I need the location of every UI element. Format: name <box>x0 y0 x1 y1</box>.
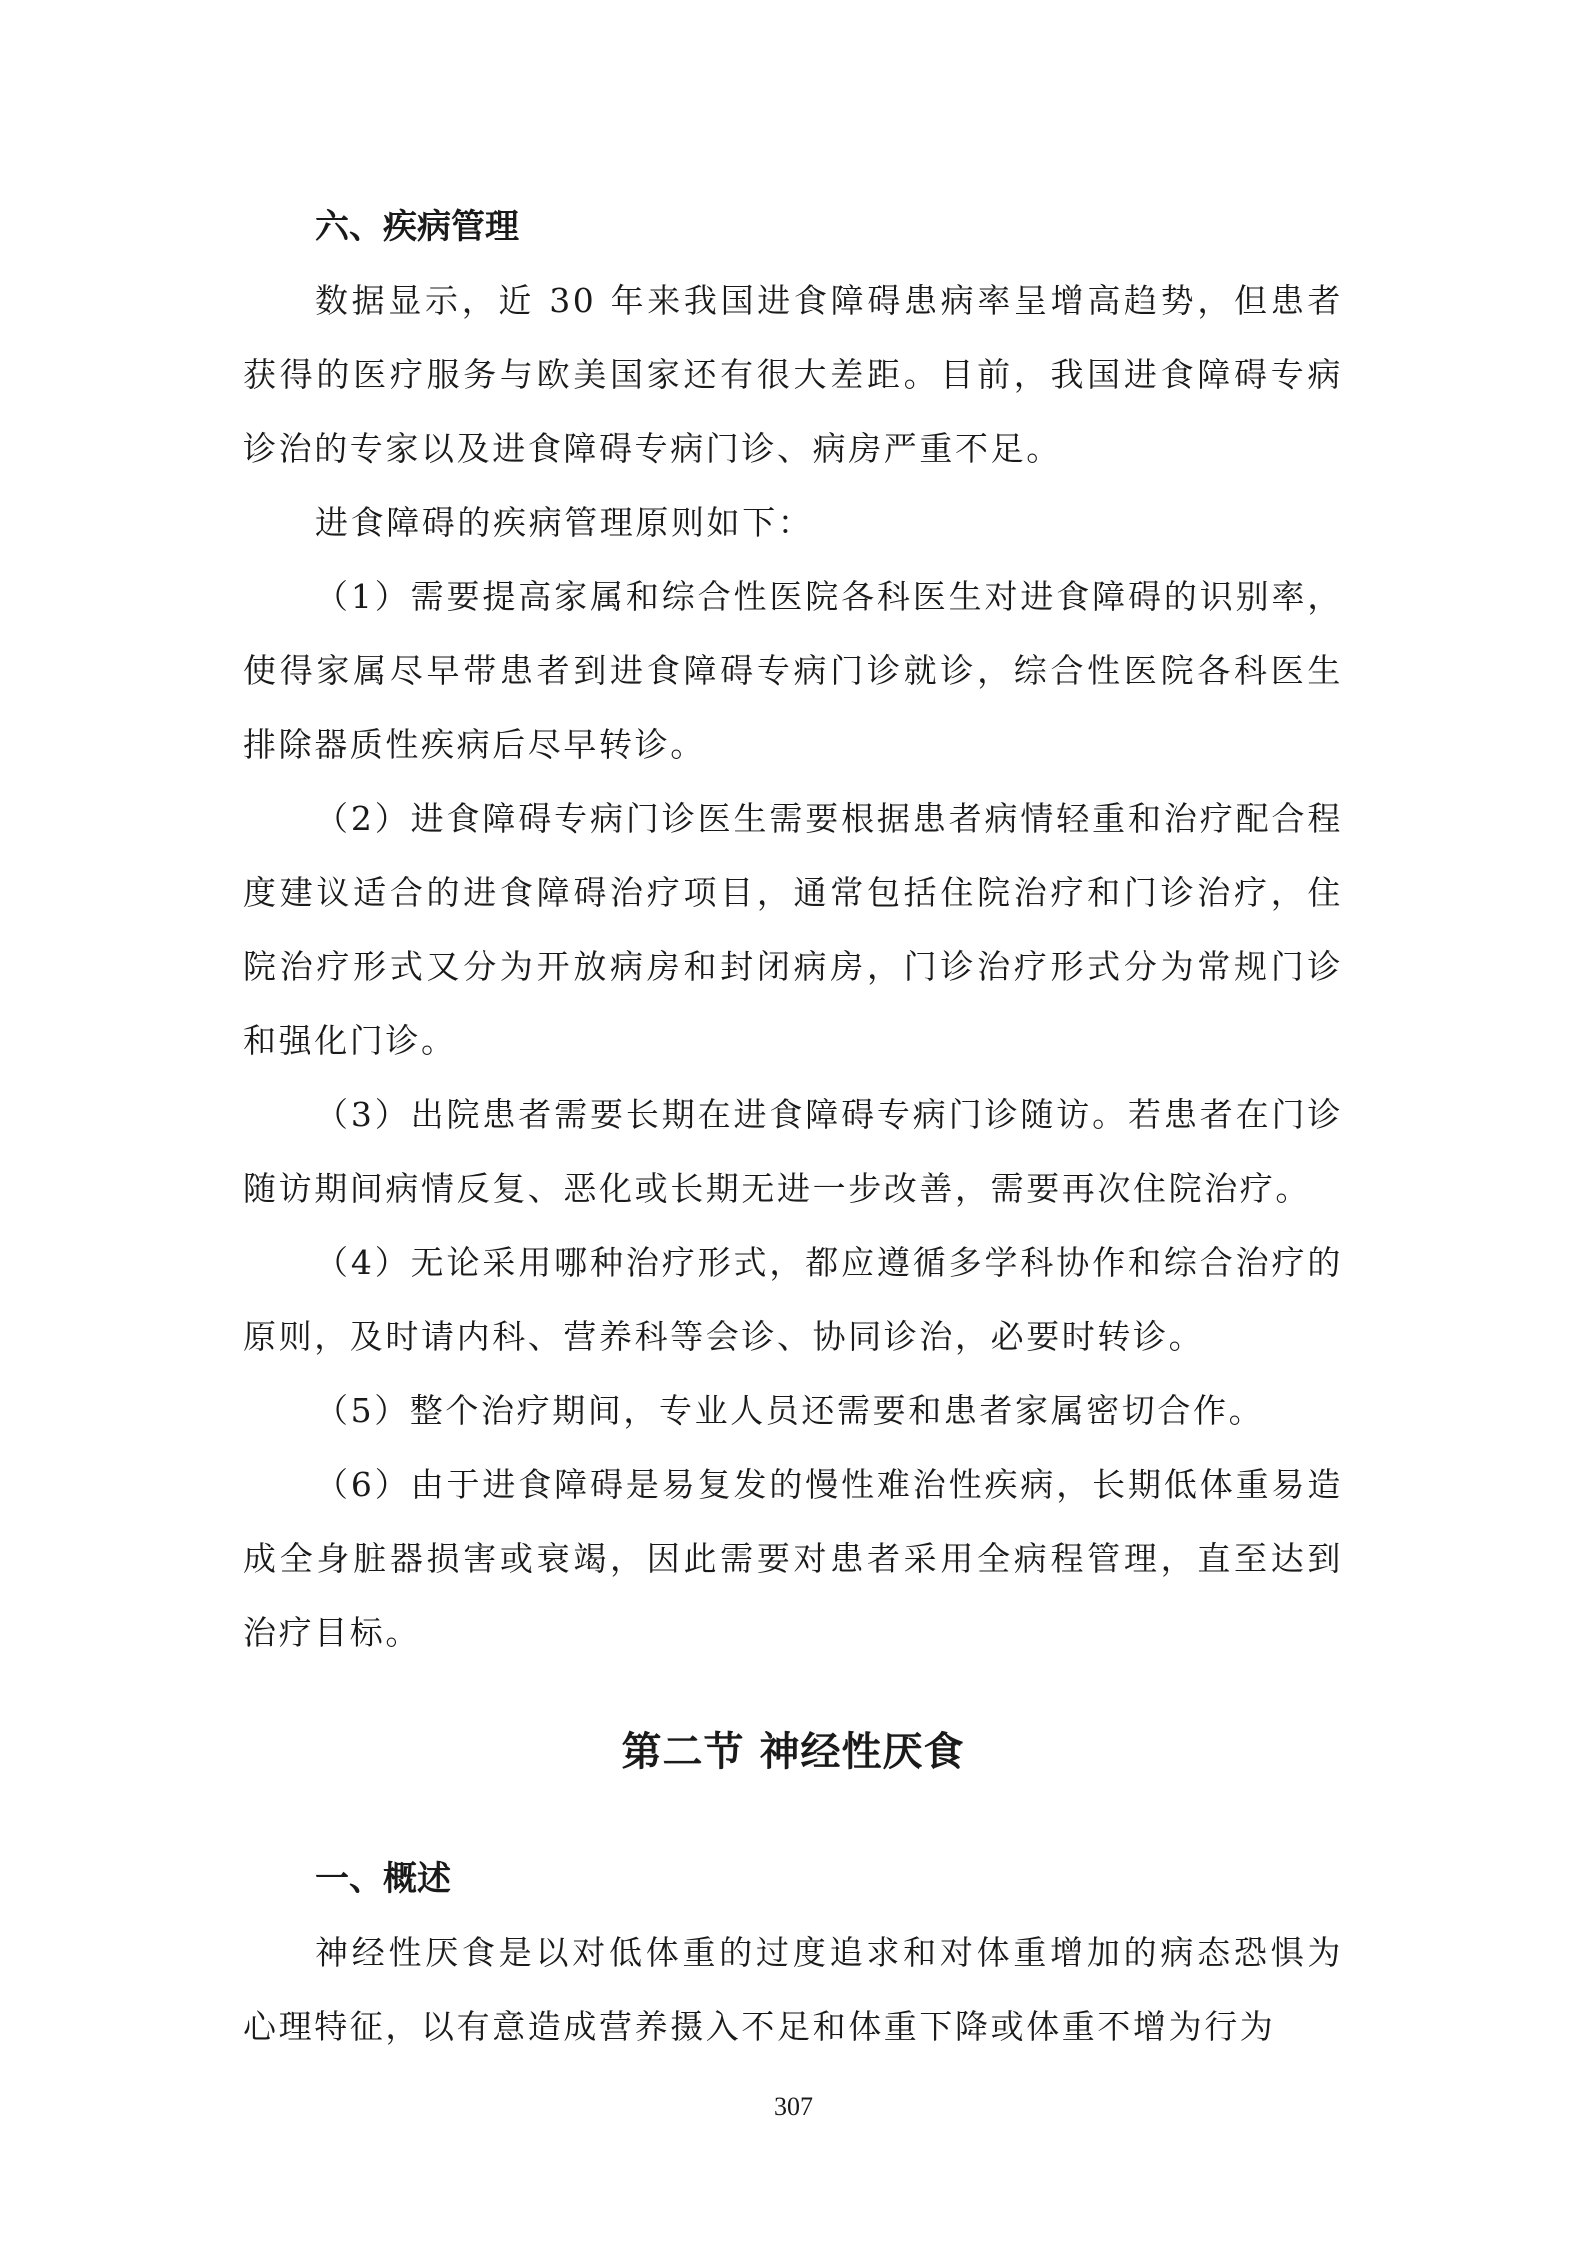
paragraph: 数据显示，近 30 年来我国进食障碍患病率呈增高趋势，但患者获得的医疗服务与欧美国家还有很大差距。目前，我国进食障碍专病诊治的专家以及进食障碍专病门诊、病房严重不足。 <box>243 281 1343 468</box>
paragraph: 神经性厌食是以对低体重的过度追求和对体重增加的病态恐惧为心理特征，以有意造成营养摄入不足和体重下降或体重不增为行为 <box>243 1933 1343 2046</box>
page-number: 307 <box>774 2092 813 2121</box>
paragraph: （3）出院患者需要长期在进食障碍专病门诊随访。若患者在门诊随访期间病情反复、恶化或长期无进一步改善，需要再次住院治疗。 <box>243 1095 1343 1208</box>
section-title: 第二节 神经性厌食 <box>621 1729 965 1775</box>
heading-disease-management: 六、疾病管理 <box>315 207 519 247</box>
paragraph: （5）整个治疗期间，专业人员还需要和患者家属密切合作。 <box>315 1391 1265 1430</box>
paragraph: （2）进食障碍专病门诊医生需要根据患者病情轻重和治疗配合程度建议适合的进食障碍治疗项目，通常包括住院治疗和门诊治疗，住院治疗形式又分为开放病房和封闭病房，门诊治疗形式分为常规门诊和强化门诊。 <box>243 799 1343 1060</box>
paragraph: （6）由于进食障碍是易复发的慢性难治性疾病，长期低体重易造成全身脏器损害或衰竭，因此需要对患者采用全病程管理，直至达到治疗目标。 <box>243 1465 1343 1652</box>
paragraph: （1）需要提高家属和综合性医院各科医生对进食障碍的识别率，使得家属尽早带患者到进食障碍专病门诊就诊，综合性医院各科医生排除器质性疾病后尽早转诊。 <box>243 577 1343 764</box>
page-content <box>243 190 1343 2064</box>
heading-overview: 一、概述 <box>315 1859 451 1899</box>
paragraph: 进食障碍的疾病管理原则如下： <box>315 503 814 542</box>
paragraph: （4）无论采用哪种治疗形式，都应遵循多学科协作和综合治疗的原则，及时请内科、营养科等会诊、协同诊治，必要时转诊。 <box>243 1243 1343 1356</box>
